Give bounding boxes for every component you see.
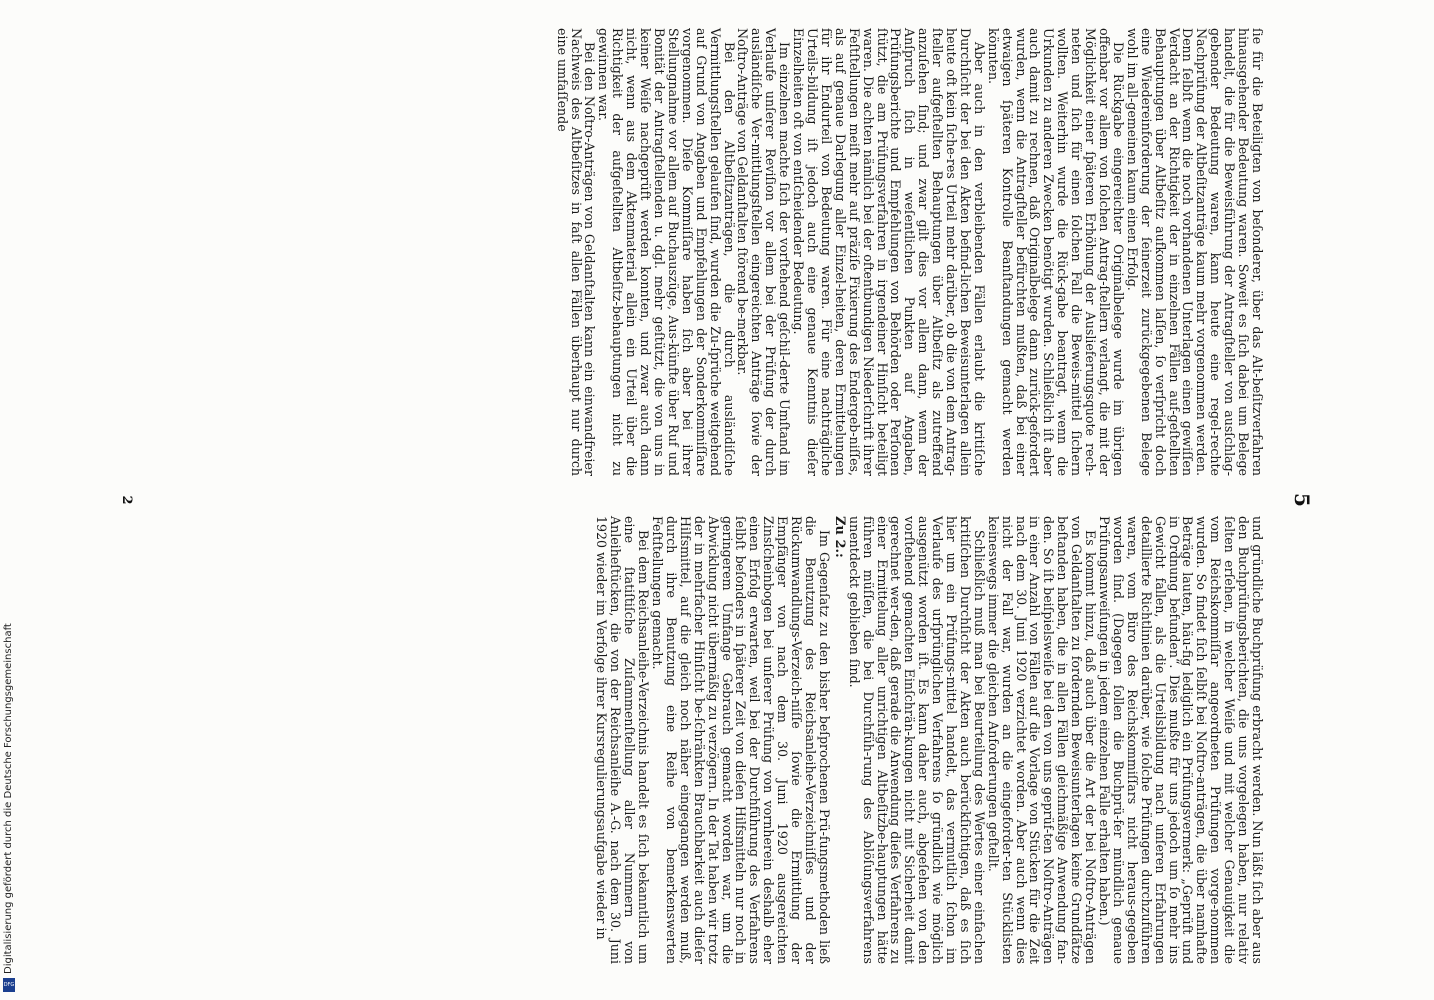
paragraph: Die Rückgabe eingereichter Originalbelege wurde im übrigen offenbar vor allem von ſolchen Antrag-ſtellern verlangt, die mit der Möglichkeit einer ſpäteren Erhöhung der Auslieferungsquote rech-neten und ſich für einen ſolchen Fall die Beweis-mittel ſichern wollten. Weiterhin wurde die Rück-gabe beantragt, wenn die Urkunden zu anderen Zwecken benötigt wurden. Schließlich iſt aber auch damit zu rechnen, daß Originalbelege dann zurück-gefordert wurden, wenn die Antragſteller befürchten mußten, daß bei einer etwaigen ſpäteren Kontrolle Beanſtandungen gemacht werden könnten. — [985, 28, 1126, 476]
paragraph: ſie für die Beteiligten von beſonderer, über das Alt-beſitzverfahren hinausgehender Bedeutung waren. Soweit es ſich dabei um Belege handelt, die für die Beweisführung der Antragſteller von ausſchlag-gebender Bedeutung waren, kann heute eine regel-rechte Nachprüfung der Altbeſitzanträge kaum mehr vorgenommen werden. Denn ſelbſt wenn die noch vorhandenen Unterlagen einen gewiſſen Verdacht an der Richtigkeit der in einzelnen Fällen auf-geſtellten Behauptungen über Altbeſitz aufkommen laſſen, ſo verſpricht doch eine Wiedereinforderung der ſeinerzeit zurückgegebenen Belege wohl im all-gemeinen kaum einen Erfolg. — [1124, 28, 1265, 476]
paragraph: Bei den Altbeſitzanträgen, die durch ausländiſche Vermittlungsſtellen gelaufen ſind, wurden die Zu-ſprüche weitgehend auf Grund von Angaben und Empfehlungen der Sonderkommiſſare vorgenommen. Dieſe Kommiſſare haben ſich aber bei ihrer Stellungnahme vor allem auf Buchauszüge, Aus-künfte über Ruf und Bonität der Antragſtellenden u. dgl. mehr geſtützt, die von uns in keiner Weiſe nachgeprüft werden konnten, und zwar auch dann nicht, wenn aus dem Aktenmaterial allein ein Urteil über die Richtigkeit der aufgeſtellten Altbeſitz-behauptungen nicht zu gewinnen war. — [596, 28, 737, 476]
text-column-left — [555, 28, 1264, 476]
dfg-logo-icon: DFG — [3, 978, 15, 992]
paragraph: Bei dem Reichsanleihe-Verzeichnis handelt es ſich bekanntlich um eine ſtatiſtiſche Zuſammenſtellung aller Nummern von Anleiheſtücken, die von der Reichsanleihe A.-G. nach dem 30. Juni 1920 wieder im Verfolge ihrer Kursregulierungsaufgabe wieder in — [594, 516, 652, 964]
page-number-header: 5 — [1290, 493, 1314, 507]
paragraph: Es kommt hinzu, daß auch über die Art der bei Noſtro-Anträgen von Geldanſtalten zu fordernden Beweisunterlagen keine Grundſätze beſtanden haben, die in allen Fällen gleichmäßige Anwendung fan-den. So iſt beiſpielsweiſe bei den von uns geprüf-ten Noſtro-Anträgen in einer Anzahl von Fällen auf die Vorlage von Stücken für die Zeit nach dem 30. Juni 1920 verzichtet worden. Aber auch wenn dies nicht der Fall war, wurden an die eingeforder-ten Stücklisten keineswegs immer die gleichen Anforderungen geſtellt. — [985, 516, 1099, 964]
section-heading: Zu 2.: — [831, 516, 847, 558]
digitization-credit — [2, 394, 16, 994]
paragraph: und gründliche Buchprüfung erbracht werden. Nun läßt ſich aber aus den Buchprüfungsberichten, die uns vorgelegen haben, nur relativ ſelten erſehen, in welcher Weiſe und mit welcher Genauigkeit die vom Reichskommiſſar angeordneten Prüfungen vorge-nommen wurden. So findet ſich ſelbſt bei Noſtro-anträgen, die über namhafte Beträge lauten, häu-fig lediglich ein Prüfungsvermerk: „Geprüft und in Ordnung befunden“. Dies mußte für uns jedoch um ſo mehr ins Gewicht fallen, als die Urteilsbildung nach unſeren Erfahrungen detaillierte Richtlinien darüber, wie ſolche Prüfungen durchzuführen waren, vom Büro des Reichskommiſſars nicht heraus-gegeben worden ſind. (Dagegen ſollen die Buchprü-fer mündlich genaue Prüfungsanweiſungen in jedem einzelnen Falle erhalten haben.) — [1097, 516, 1265, 964]
paragraph: Im einzelnen machte ſich der vorſtehend geſchil-derte Umſtand im Verlaufe unſerer Reviſion vor allem bei der Prüfung der durch ausländiſche Ver-mittlungsſtellen eingereichten Anträge ſowie der Noſtro-Anträge von Geldanſtalten ſtörend be-merkbar. — [735, 28, 793, 476]
text-column-right — [595, 516, 1265, 964]
page-number-footer: 2 — [119, 495, 134, 505]
paragraph: Aber auch in den verbleibenden Fällen erlaubt die kritiſche Durchſicht der bei den Akten befind-lichen Beweisunterlagen allein heute oft kein ſiche-res Urteil mehr darüber, ob die von dem Antrag-ſteller aufgeſtellten Behauptungen über Altbeſitz als zutreffend anzuſehen ſind; und zwar gilt dies vor allem dann, wenn der Anſpruch ſich in weſentlichen Punkten auf Angaben, Prüfungsberichte und Empfehlungen von Behörden oder Perſonen ſtützt, die am Prüfungsverfahren in irgendeiner Hinſicht beteiligt waren. Die achten nämlich bei der oftentbundigen Niederſchrift ihrer Feſtſtellungen meiſt mehr auf präziſe Fixierung des Endergeb-niſſes, als auf genaue Darlegung aller Einzel-heiten, deren Ermittelungen für ihr Endurteil von Bedeutung waren. Für eine nachträgliche Urteils-bildung iſt jedoch auch eine genaue Kenntnis dieſer Einzelheiten oft von entſcheidender Bedeutung. — [791, 28, 987, 476]
paragraph: Im Gegenſatz zu den bisher beſprochenen Prü-fungsmethoden ließ die Benutzung des Reichsanleihe-Verzeichniſſes und der Rückumwandlungs-Verzeich-niſſe ſowie die Ermittlung der Empfänger von nach dem 30. Juni 1920 ausgereichten Zinsſcheinbogen bei unſerer Prüfung von vornherein deshalb eher einen Erfolg erwarten, weil bei der Durchführung des Verfahrens ſelbſt beſonders in ſpäterer Zeit von dieſen Hilfsmitteln nur noch in geringerem Umfange Gebrauch gemacht worden war, um die Abwicklung nicht übermäßig zu verzögern. In der Tat haben wir trotz der in mehrfacher Hinſicht be-ſchränkten Brauchbarkeit auch dieſer Hilfsmittel, auf die gleich noch näher eingegangen werden muß, durch ihre Benutzung eine Reihe von bemerkenswerten Feſtſtellungen gemacht. — [650, 516, 832, 964]
credit-text: Digitalisierung gefördert durch die Deutsche Forschungsgemeinschaft — [3, 623, 14, 974]
paragraph: Bei den Noſtro-Anträgen von Geldanſtalten kann ein einwandfreier Nachweis des Altbeſitzes in faſt allen Fällen überhaupt nur durch eine umfaſſende — [554, 28, 598, 476]
paragraph: Schließlich muß man bei Beurteilung des Wertes einer einfachen kritiſchen Durchſicht der Akten auch berückſichtigen, daß es ſich hier um ein Prüfungs-mittel handelt, das vermutlich ſchon im Verlaufe des urſprünglichen Verfahrens ſo gründlich wie möglich ausgenützt worden iſt. Es kann daher auch, abgeſehen von den vorſtehend gemachten Einſchrän-kungen nicht mit Sicherheit damit gerechnet wer-den, daß gerade die Anwendung dieſes Verfahrens zu einer Ermittelung aller unrichtigen Altbeſitzbe-hauptungen hätte führen müſſen, die bei Durchfüh-rung des Ablöſungsverfahrens unentdeckt geblieben ſind. — [846, 516, 987, 964]
